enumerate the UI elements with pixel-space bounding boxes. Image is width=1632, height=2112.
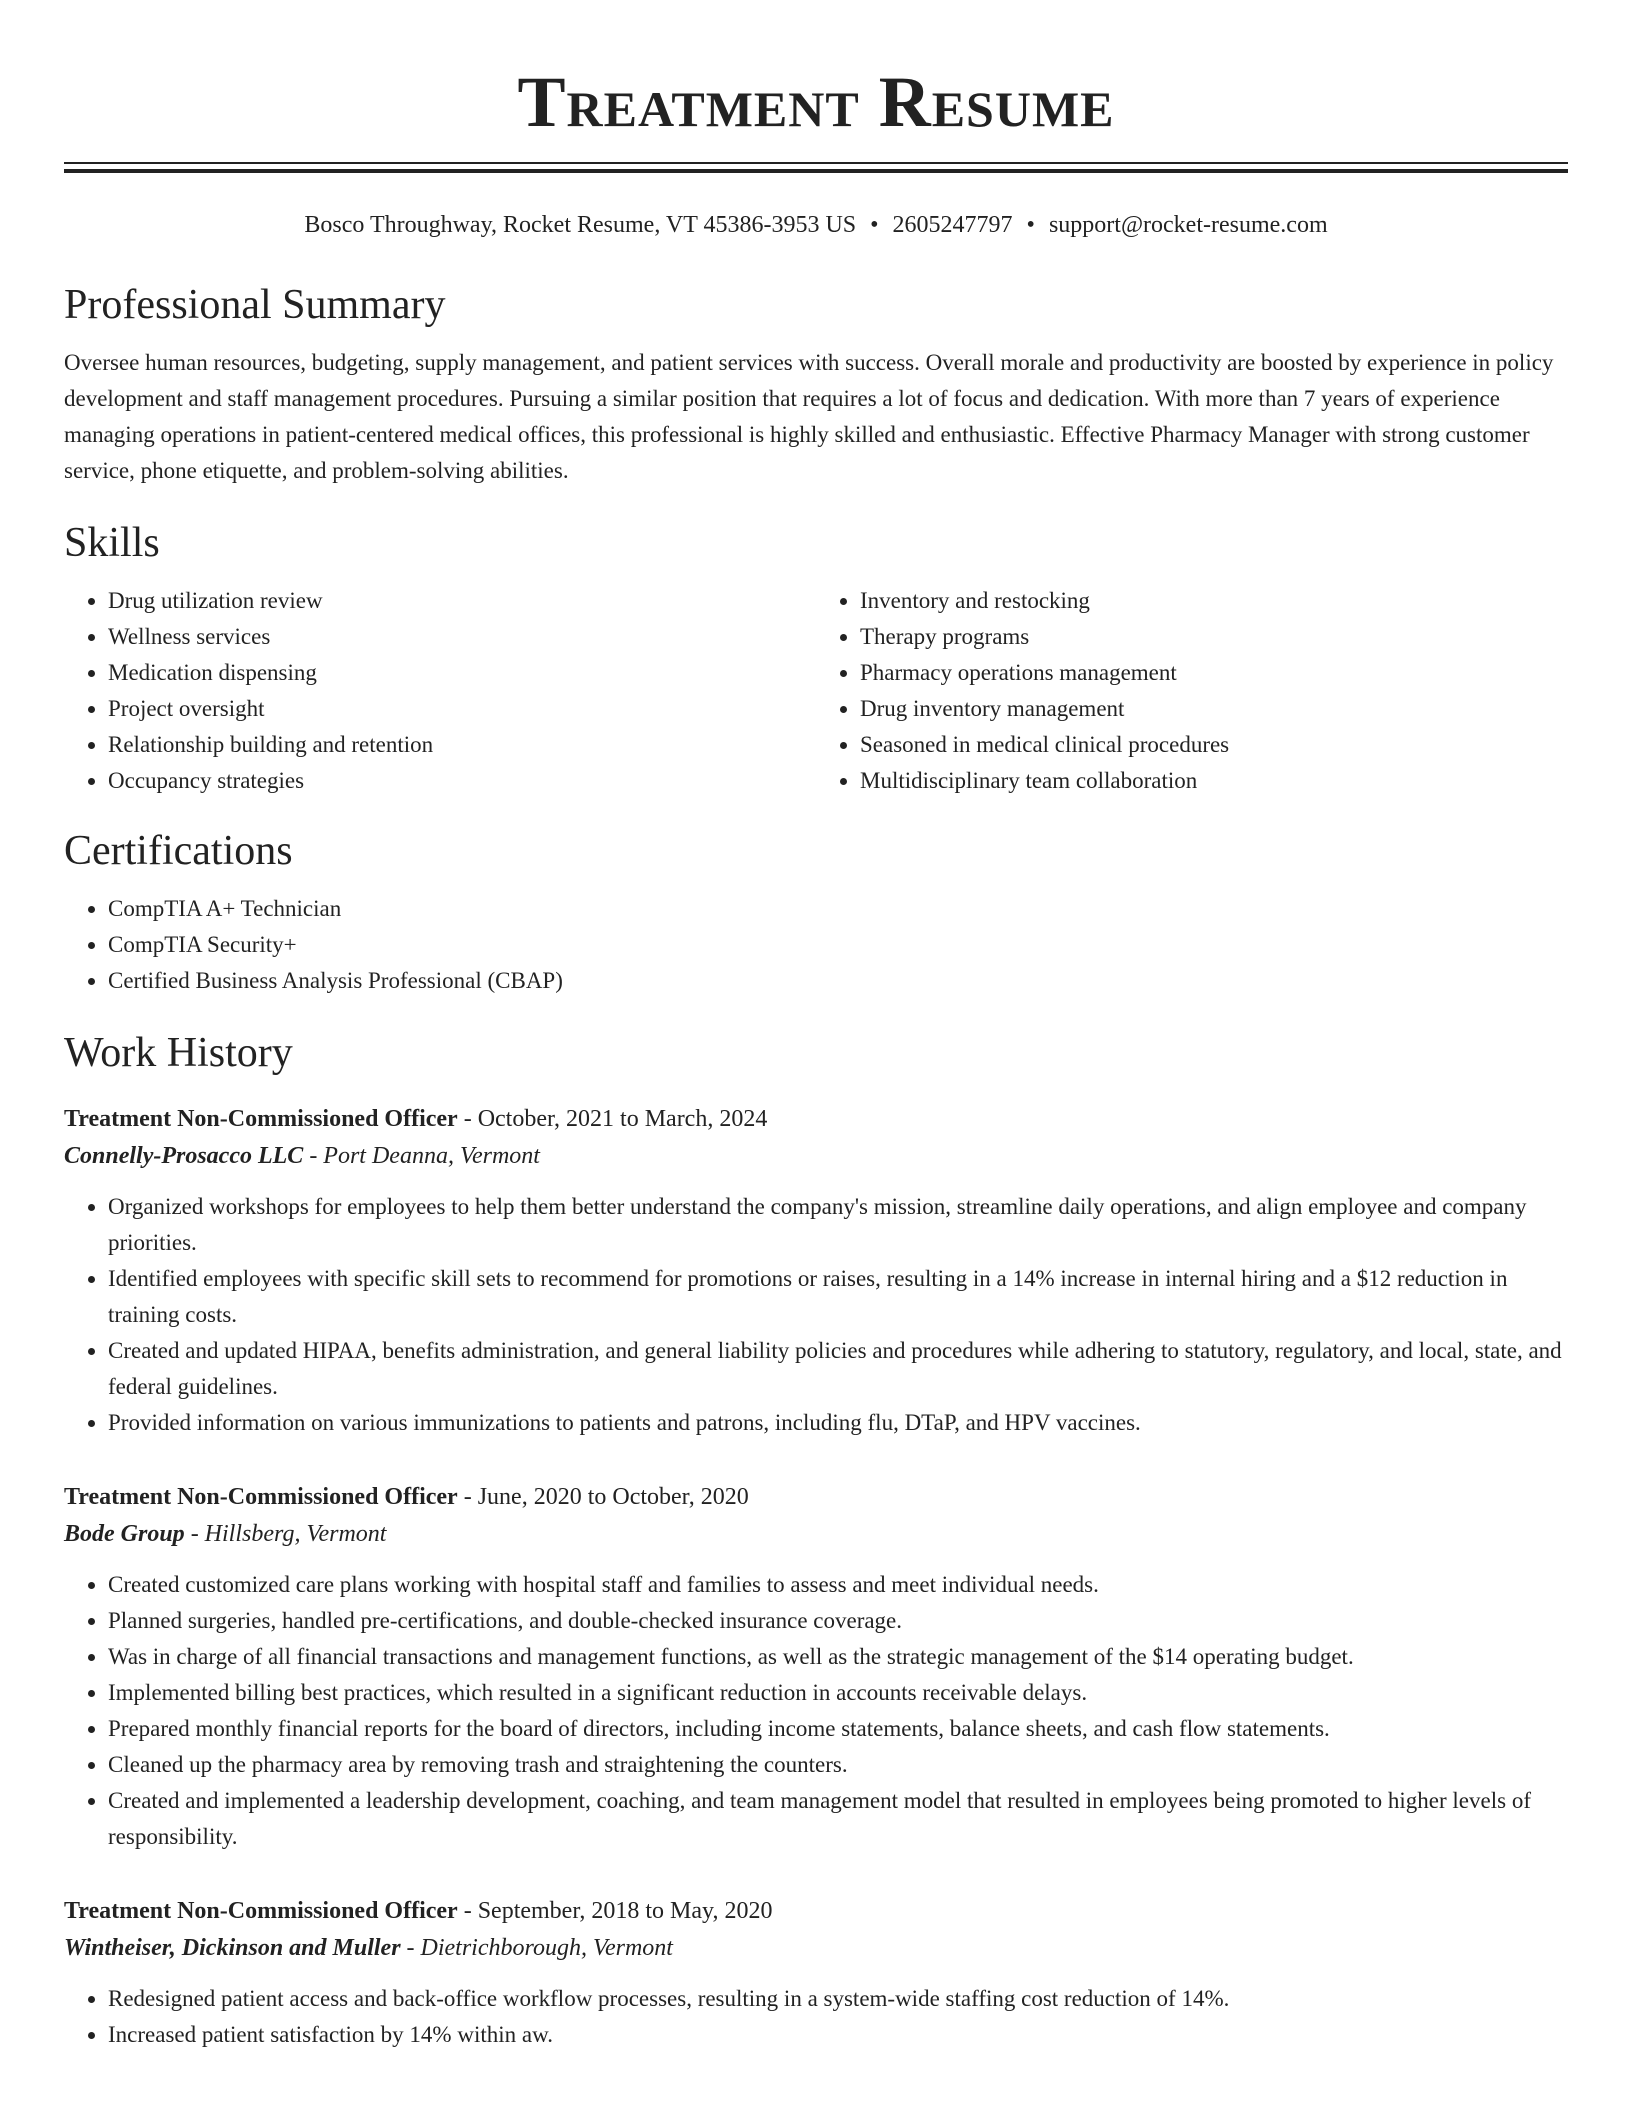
contact-line [64,209,1568,241]
job-title-line [64,1479,1568,1515]
job-company-line [64,1137,1568,1175]
job-entry [64,1893,1568,2053]
skills-heading: Skills [64,520,160,566]
job-bullet: • Organized workshops for employees to help them better understand the company's mission, streamline daily operations, and align employee and company priorities. [108,1189,1568,1261]
skill-item: • Wellness services [108,619,816,655]
job-entry [64,1479,1568,1855]
skill-item: • Medication dispensing [108,655,816,691]
contact-address: Bosco Throughway, Rocket Resume, VT 45386-3953 US [304,212,857,238]
skill-item: • Occupancy strategies [108,763,816,799]
job-title-line [64,1101,1568,1137]
skill-item: • Therapy programs [860,619,1568,655]
certifications-list [64,891,1568,999]
skill-item: • Drug utilization review [108,583,816,619]
job-dates: - September, 2018 to May, 2020 [457,1898,773,1924]
title-divider [64,162,1568,173]
job-location: - Dietrichborough, Vermont [400,1935,673,1961]
summary-heading: Professional Summary [64,282,446,328]
skill-item: • Multidisciplinary team collaboration [860,763,1568,799]
certifications-heading: Certifications [64,828,293,874]
job-company: Bode Group [64,1521,185,1547]
job-bullet: • Created and implemented a leadership development, coaching, and team management model that resulted in employees being promoted to higher levels of responsibility. [108,1783,1568,1855]
job-company-line [64,1515,1568,1553]
job-bullet: • Planned surgeries, handled pre-certifications, and double-checked insurance coverage. [108,1603,1568,1639]
job-dates: - June, 2020 to October, 2020 [457,1484,749,1510]
skill-item: • Inventory and restocking [860,583,1568,619]
job-bullet: • Provided information on various immunizations to patients and patrons, including flu, DTaP, and HPV vaccines. [108,1405,1568,1441]
skills-column-right [816,583,1568,799]
job-bullet: • Identified employees with specific skill sets to recommend for promotions or raises, resulting in a 14% increase in internal hiring and a $12 reduction in training costs. [108,1261,1568,1333]
job-entry [64,1101,1568,1441]
skill-item: • Drug inventory management [860,691,1568,727]
job-title-line [64,1893,1568,1929]
job-bullet: • Prepared monthly financial reports for the board of directors, including income statements, balance sheets, and cash flow statements. [108,1711,1568,1747]
job-location: - Port Deanna, Vermont [303,1143,540,1169]
job-bullet: • Created and updated HIPAA, benefits administration, and general liability policies and procedures while adhering to statutory, regulatory, and local, state, and federal guidelines. [108,1333,1568,1405]
job-role: Treatment Non-Commissioned Officer [64,1106,458,1132]
resume-title: Treatment Resume [517,62,1115,142]
skills-column-left [64,583,816,799]
job-role: Treatment Non-Commissioned Officer [64,1484,458,1510]
certification-item: • CompTIA Security+ [108,927,1568,963]
job-bullets [64,1189,1568,1441]
skills-grid [64,583,1568,799]
certification-item: • Certified Business Analysis Professional (CBAP) [108,963,1568,999]
contact-email: support@rocket-resume.com [1048,212,1328,238]
contact-phone: 2605247797 [892,212,1013,238]
summary-text: Oversee human resources, budgeting, supply management, and patient services with success. Overall morale and productivity are boosted by experience in policy development and staff management procedures. Pursuing a similar position that requires a lot of focus and dedication. With more than 7 years of experience managing operations in patient-centered medical offices, this professional is highly skilled and enthusiastic. Effective Pharmacy Manager with strong customer service, phone etiquette, and problem-solving abilities. [64,350,1554,483]
job-bullet: • Implemented billing best practices, which resulted in a significant reduction in accounts receivable delays. [108,1675,1568,1711]
job-company: Connelly-Prosacco LLC [64,1143,304,1169]
job-bullet: • Created customized care plans working with hospital staff and families to assess and meet individual needs. [108,1567,1568,1603]
skill-item: • Relationship building and retention [108,727,816,763]
contact-separator: • [1026,212,1035,238]
certification-item: • CompTIA A+ Technician [108,891,1568,927]
job-bullet: • Increased patient satisfaction by 14% within aw. [108,2017,1568,2053]
job-role: Treatment Non-Commissioned Officer [64,1898,458,1924]
skill-item: • Project oversight [108,691,816,727]
job-company: Wintheiser, Dickinson and Muller [64,1935,401,1961]
contact-separator: • [870,212,879,238]
skill-item: • Seasoned in medical clinical procedures [860,727,1568,763]
job-company-line [64,1929,1568,1967]
work-history-heading: Work History [64,1030,293,1076]
job-dates: - October, 2021 to March, 2024 [457,1106,768,1132]
job-location: - Hillsberg, Vermont [184,1521,387,1547]
job-bullets [64,1567,1568,1855]
job-bullet: • Was in charge of all financial transactions and management functions, as well as the strategic management of the $14 operating budget. [108,1639,1568,1675]
job-bullet: • Redesigned patient access and back-office workflow processes, resulting in a system-wide staffing cost reduction of 14%. [108,1981,1568,2017]
job-bullet: • Cleaned up the pharmacy area by removing trash and straightening the counters. [108,1747,1568,1783]
skill-item: • Pharmacy operations management [860,655,1568,691]
job-bullets [64,1981,1568,2053]
